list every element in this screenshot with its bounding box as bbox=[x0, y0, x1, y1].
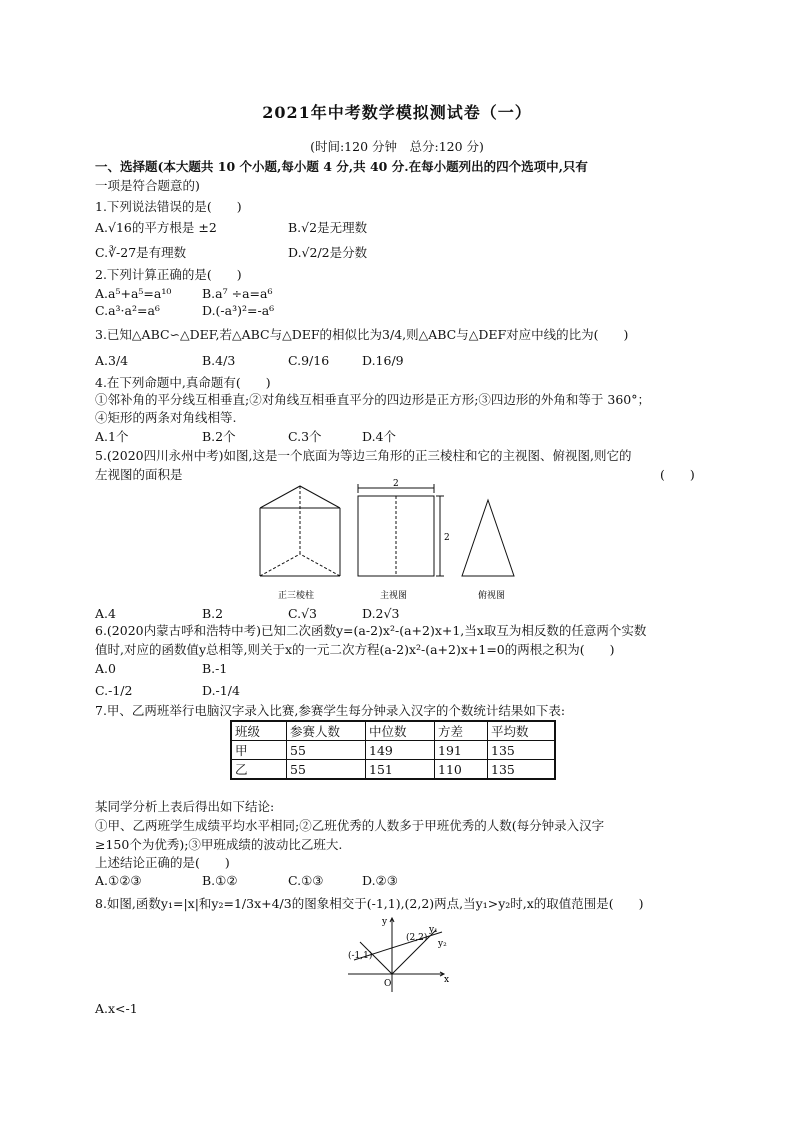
table-cell: 135 bbox=[488, 760, 556, 780]
section-heading bbox=[95, 158, 588, 175]
prism-drawing bbox=[260, 486, 340, 576]
q5-option-a: A.4 bbox=[95, 606, 116, 621]
q4-option-a: A.1个 bbox=[95, 429, 129, 444]
q6-line1: 6.(2020内蒙古呼和浩特中考)已知二次函数y=(a-2)x²-(a+2)x+1,当x取互为相反数的任意两个实数 bbox=[95, 623, 647, 638]
q6-option-d: D.-1/4 bbox=[202, 683, 240, 698]
table-row bbox=[231, 741, 555, 760]
q4-option-d: D.4个 bbox=[362, 429, 397, 444]
table-header-cell: 中位数 bbox=[366, 721, 435, 741]
q8-option-a: A.x<-1 bbox=[95, 1001, 138, 1016]
q7-line4: 上述结论正确的是( ) bbox=[95, 855, 230, 870]
front-view-drawing bbox=[358, 484, 444, 576]
q5-option-b: B.2 bbox=[202, 606, 224, 621]
q6-option-b: B.-1 bbox=[202, 661, 228, 676]
origin-label: O bbox=[384, 979, 392, 989]
q5-answer-paren: ( ) bbox=[660, 467, 695, 482]
section-heading-line2: 一项是符合题意的) bbox=[95, 178, 200, 193]
q2-option-d: D.(-a³)²=-a⁶ bbox=[202, 303, 275, 318]
table-header-cell: 班级 bbox=[231, 721, 287, 741]
q7-stem: 7.甲、乙两班举行电脑汉字录入比赛,参赛学生每分钟录入汉字的个数统计结果如下表: bbox=[95, 703, 566, 718]
q5-option-d: D.2√3 bbox=[362, 606, 400, 621]
page-title: 2021年中考数学模拟测试卷（一） bbox=[262, 103, 532, 122]
exam-info: (时间:120 分钟 总分:120 分) bbox=[310, 139, 484, 154]
table-row bbox=[231, 760, 555, 780]
table-cell: 甲 bbox=[231, 741, 287, 760]
q5-caption-prism: 正三棱柱 bbox=[278, 591, 315, 601]
q4-option-c: C.3个 bbox=[288, 429, 322, 444]
table-cell: 乙 bbox=[231, 760, 287, 780]
q2-option-c: C.a³·a²=a⁶ bbox=[95, 303, 160, 318]
table-cell: 110 bbox=[435, 760, 488, 780]
q2-option-a: A.a⁵+a⁵=a¹⁰ bbox=[95, 286, 172, 301]
table-cell: 149 bbox=[366, 741, 435, 760]
q5-caption-front: 主视图 bbox=[380, 591, 408, 601]
q7-option-c: C.①③ bbox=[288, 873, 324, 888]
table-cell: 191 bbox=[435, 741, 488, 760]
front-view-height-label: 2 bbox=[444, 533, 450, 543]
q3-stem: 3.已知△ABC∽△DEF,若△ABC与△DEF的相似比为3/4,则△ABC与△DEF对应中线的比为( ) bbox=[95, 327, 629, 342]
y-axis-label: y bbox=[382, 917, 388, 927]
point-label-b: (2,2) bbox=[406, 933, 428, 943]
q3-option-c: C.9/16 bbox=[288, 353, 330, 368]
q4-line2: ④矩形的两条对角线相等. bbox=[95, 410, 237, 425]
q3-option-b: B.4/3 bbox=[202, 353, 236, 368]
x-axis-label: x bbox=[444, 975, 450, 985]
table-cell: 55 bbox=[287, 741, 366, 760]
q4-option-b: B.2个 bbox=[202, 429, 236, 444]
q6-option-a: A.0 bbox=[95, 661, 116, 676]
q3-option-d: D.16/9 bbox=[362, 353, 404, 368]
q5-option-c: C.√3 bbox=[288, 606, 318, 621]
q7-option-a: A.①②③ bbox=[95, 873, 142, 888]
q7-stats-table bbox=[230, 720, 556, 780]
q4-stem: 4.在下列命题中,真命题有( ) bbox=[95, 375, 271, 390]
q1-option-c: C.∛-27是有理数 bbox=[95, 245, 187, 260]
q7-option-d: D.②③ bbox=[362, 873, 398, 888]
q1-option-b: B.√2是无理数 bbox=[288, 220, 368, 235]
q7-line1: 某同学分析上表后得出如下结论: bbox=[95, 799, 275, 814]
section-heading-line1: 一、选择题(本大题共 10 个小题,每小题 4 分,共 40 分.在每小题列出的四个选项中,只有 bbox=[95, 159, 588, 174]
table-header-cell: 参赛人数 bbox=[287, 721, 366, 741]
q7-option-b: B.①② bbox=[202, 873, 238, 888]
table-cell: 135 bbox=[488, 741, 556, 760]
q7-line3: ≥150个为优秀);③甲班成绩的波动比乙班大. bbox=[95, 837, 343, 852]
top-view-drawing bbox=[462, 500, 514, 576]
q5-figure bbox=[250, 478, 540, 606]
q2-option-b: B.a⁷ ÷a=a⁶ bbox=[202, 286, 273, 301]
q2-stem: 2.下列计算正确的是( ) bbox=[95, 267, 242, 282]
q6-line2: 值时,对应的函数值y总相等,则关于x的一元二次方程(a-2)x²-(a+2)x+1=0的两根之积为( ) bbox=[95, 642, 615, 657]
table-header-cell: 平均数 bbox=[488, 721, 556, 741]
y2-label: y₂ bbox=[438, 939, 447, 949]
q5-line2: 左视图的面积是 bbox=[95, 467, 183, 482]
front-view-width-label: 2 bbox=[393, 479, 399, 489]
point-label-a: (-1,1) bbox=[348, 951, 373, 961]
q1-stem: 1.下列说法错误的是( ) bbox=[95, 199, 242, 214]
q5-line1: 5.(2020四川永州中考)如图,这是一个底面为等边三角形的正三棱柱和它的主视图、俯视图,则它的 bbox=[95, 448, 632, 463]
q7-line2: ①甲、乙两班学生成绩平均水平相同;②乙班优秀的人数多于甲班优秀的人数(每分钟录入汉字 bbox=[95, 818, 605, 833]
y1-label: y₁ bbox=[429, 925, 438, 935]
table-header-row bbox=[231, 721, 555, 741]
table-header-cell: 方差 bbox=[435, 721, 488, 741]
q5-caption-top: 俯视图 bbox=[478, 591, 506, 601]
table-cell: 151 bbox=[366, 760, 435, 780]
q8-graph bbox=[340, 914, 460, 996]
q4-line1: ①邻补角的平分线互相垂直;②对角线互相垂直平分的四边形是正方形;③四边形的外角和等于 360°； bbox=[95, 392, 651, 407]
q1-option-a: A.√16的平方根是 ±2 bbox=[95, 220, 217, 235]
q6-option-c: C.-1/2 bbox=[95, 683, 133, 698]
table-cell: 55 bbox=[287, 760, 366, 780]
q8-stem: 8.如图,函数y₁=|x|和y₂=1/3x+4/3的图象相交于(-1,1),(2,2)两点,当y₁>y₂时,x的取值范围是( ) bbox=[95, 896, 644, 911]
q1-option-d: D.√2/2是分数 bbox=[288, 245, 368, 260]
q3-option-a: A.3/4 bbox=[95, 353, 129, 368]
